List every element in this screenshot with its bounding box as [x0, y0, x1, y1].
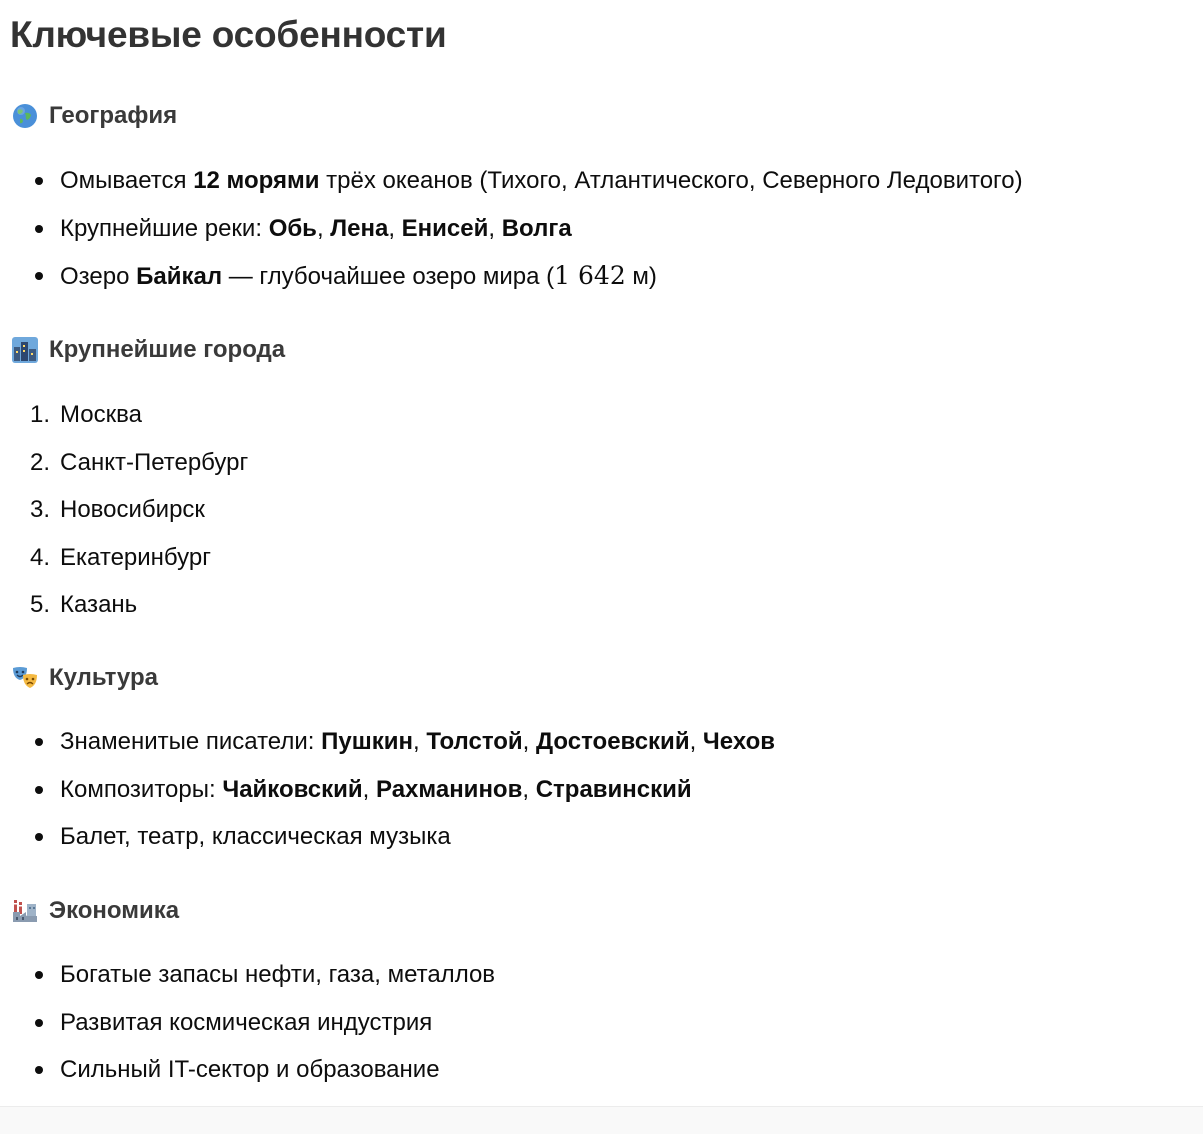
factory-icon	[12, 898, 38, 924]
section-title-economy	[12, 897, 179, 925]
cities-list	[0, 391, 248, 629]
list-item: Омывается 12 морями трёх океанов (Тихого, Атлантического, Северного Ледовитого)	[0, 157, 1023, 205]
list-item: Богатые запасы нефти, газа, металлов	[0, 951, 495, 999]
section-title-label: Крупнейшие города	[49, 336, 286, 363]
section-title-label: География	[49, 102, 178, 129]
list-item: 5. Казань	[30, 591, 138, 618]
list-item: Балет, театр, классическая музыка	[0, 813, 775, 861]
list-item: 1. Москва	[30, 401, 142, 428]
list-item: Знаменитые писатели: Пушкин, Толстой, Достоевский, Чехов	[0, 718, 775, 766]
globe-icon	[12, 103, 38, 129]
culture-list	[0, 718, 775, 861]
list-item: 3. Новосибирск	[30, 496, 205, 523]
theater-masks-icon	[12, 665, 38, 691]
section-title-culture	[12, 664, 158, 692]
bottom-bar	[0, 1106, 1203, 1134]
cityscape-icon	[12, 337, 38, 363]
section-title-geography	[12, 102, 177, 130]
economy-list	[0, 951, 495, 1094]
section-title-label: Культура	[49, 664, 158, 691]
section-title-cities	[12, 336, 285, 364]
list-item: Композиторы: Чайковский, Рахманинов, Стравинский	[0, 766, 775, 814]
page-title: Ключевые особенности	[10, 14, 447, 55]
section-title-label: Экономика	[49, 897, 180, 924]
list-item: 2. Санкт-Петербург	[30, 448, 249, 476]
list-item: Озеро Байкал — глубочайшее озеро мира (1 642 м)	[0, 252, 1023, 300]
list-item: Развитая космическая индустрия	[0, 999, 495, 1047]
geography-list	[0, 157, 1023, 300]
list-item: Сильный IT-сектор и образование	[0, 1046, 495, 1094]
list-item: Крупнейшие реки: Обь, Лена, Енисей, Волга	[0, 205, 1023, 253]
list-item: 4. Екатеринбург	[30, 543, 211, 571]
